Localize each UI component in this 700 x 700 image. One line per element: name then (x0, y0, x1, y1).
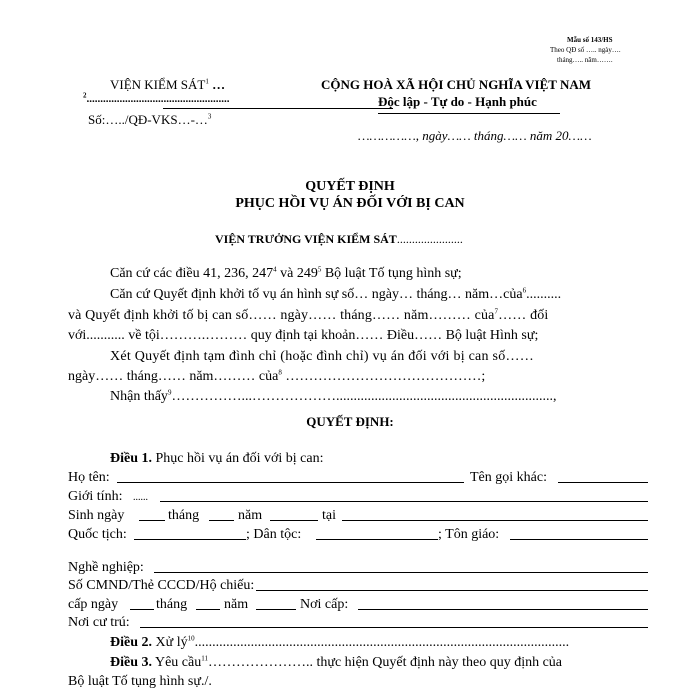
preamble-5a: Nhận thấy (110, 389, 168, 404)
preamble-suspension: Xét Quyết định tạm đình chỉ (hoặc đình chỉ) vụ án đối với bị can số…… (110, 349, 534, 364)
field-birth-label: Sinh ngày (68, 508, 125, 523)
field-alias-label: Tên gọi khác: (470, 470, 547, 485)
preamble-defendant-decision (68, 307, 548, 325)
document-title: QUYẾT ĐỊNH (305, 179, 395, 194)
field-gender-label: Giới tính: (68, 489, 123, 504)
motto-underline (378, 113, 560, 114)
agency-suffix: … (208, 77, 226, 92)
preamble-1c: Bộ luật Tố tụng hình sự; (321, 266, 462, 281)
preamble-3b: …… đối (498, 308, 549, 323)
field-birth-month-blank (209, 520, 234, 521)
preamble-findings (110, 388, 556, 406)
issuer-dots: ...................... (396, 232, 463, 246)
field-religion-blank (510, 539, 648, 540)
footnote-7: 7 (494, 307, 499, 316)
field-issue-place-label: Nơi cấp: (300, 597, 349, 612)
preamble-prosecution-decision (110, 286, 561, 304)
article-1-heading (110, 450, 324, 468)
preamble-2a: Căn cứ Quyết định khởi tố vụ án hình sự số… ngày… tháng… năm…của (110, 287, 523, 302)
field-birth-month-label: tháng (168, 508, 200, 523)
field-gender-dots: ...... (133, 492, 148, 503)
sub-agency-dots: .................................................... (86, 93, 230, 105)
footnote-1: 1 (205, 77, 209, 86)
article-1-text: Phục hồi vụ án đối với bị can: (152, 451, 324, 466)
footnote-3: 3 (207, 112, 212, 121)
field-issue-place-blank (358, 609, 648, 610)
agency-label: VIỆN KIỂM SÁT (110, 77, 206, 92)
field-issue-month-blank (196, 609, 220, 610)
document-number (88, 111, 211, 129)
article-2-dots: ........................................................................................................... (194, 635, 570, 650)
field-birth-year-label: năm (238, 508, 263, 523)
document-number-text: Số:…../QĐ-VKS…-… (88, 112, 208, 127)
issue-date-line: ……………, ngày…… tháng…… năm 20…… (358, 128, 592, 143)
sub-agency-line (83, 93, 230, 105)
field-issue-year-blank (256, 609, 296, 610)
field-birth-day-blank (139, 520, 165, 521)
field-id-number-blank (256, 590, 648, 591)
form-code-title: Mẫu số 143/HS (567, 36, 613, 44)
preamble-suspension-date (68, 368, 485, 386)
footnote-10: 10 (187, 634, 195, 643)
article-1-label: Điều 1. (110, 451, 152, 466)
field-full-name-blank (117, 482, 464, 483)
article-3-text-b: ………………….. thực hiện Quyết định này theo quy định của (207, 655, 563, 670)
footnote-8: 8 (278, 368, 282, 377)
article-3-text-a: Yêu cầu (152, 655, 202, 670)
field-birth-year-blank (270, 520, 318, 521)
footnote-11: 11 (201, 654, 208, 663)
preamble-2b: .......... (526, 287, 562, 302)
field-issue-month-label: tháng (156, 597, 188, 612)
form-code-decision-line: Theo QĐ số ….. ngày…. (550, 46, 621, 54)
field-gender-blank (160, 501, 648, 502)
field-full-name-label: Họ tên: (68, 470, 110, 485)
article-2-text: Xử lý (152, 635, 188, 650)
footnote-2: 2 (83, 91, 87, 100)
footnote-4: 4 (273, 265, 277, 274)
article-2 (110, 634, 569, 652)
field-ethnicity-blank (316, 539, 438, 540)
preamble-3a: và Quyết định khởi tố bị can số…… ngày…… tháng…… năm……… của (68, 308, 495, 323)
article-2-label: Điều 2. (110, 635, 152, 650)
field-residence-blank (140, 627, 648, 628)
field-residence-label: Nơi cư trú: (68, 615, 130, 630)
article-3-label: Điều 3. (110, 655, 152, 670)
nation-motto: Độc lập - Tự do - Hạnh phúc (378, 94, 537, 109)
footnote-6: 6 (522, 286, 527, 295)
issuer-line (215, 232, 463, 247)
agency-name (110, 76, 225, 94)
footnote-5: 5 (317, 265, 322, 274)
field-occupation-label: Nghề nghiệp: (68, 560, 144, 575)
preamble-charge: với........... về tội……….……… quy định tại khoản…… Điều…… Bộ luật Hình sự; (68, 328, 539, 343)
decision-heading: QUYẾT ĐỊNH: (306, 414, 394, 429)
field-birth-place-blank (342, 520, 648, 521)
issuer-title: VIỆN TRƯỞNG VIỆN KIỂM SÁT (215, 232, 397, 246)
preamble-1a: Căn cứ các điều 41, 236, 247 (110, 266, 274, 281)
preamble-legal-basis (110, 265, 462, 283)
preamble-4a: ngày…… tháng…… năm……… của (68, 369, 279, 384)
preamble-4b: ……………………………………; (281, 369, 486, 384)
header-left-rule (163, 108, 393, 109)
field-nationality-blank (134, 539, 246, 540)
document-subtitle: PHỤC HỒI VỤ ÁN ĐỐI VỚI BỊ CAN (235, 196, 465, 211)
form-code-date-line: tháng….. năm……. (557, 56, 613, 64)
article-3 (110, 654, 562, 672)
nation-name: CỘNG HOÀ XÃ HỘI CHỦ NGHĨA VIỆT NAM (321, 77, 592, 92)
footnote-9: 9 (167, 388, 172, 397)
field-issue-date-label: cấp ngày (68, 597, 119, 612)
article-3-line-2: Bộ luật Tố tụng hình sự./. (68, 674, 212, 689)
preamble-1b: và 249 (276, 266, 318, 281)
preamble-5b: ……………...……………….............................................................., (171, 389, 557, 404)
field-occupation-blank (154, 572, 648, 573)
field-alias-blank (558, 482, 648, 483)
field-ethnicity-label: ; Dân tộc: (246, 527, 302, 542)
field-birth-place-label: tại (322, 508, 336, 523)
field-nationality-label: Quốc tịch: (68, 527, 127, 542)
field-religion-label: ; Tôn giáo: (438, 527, 500, 542)
field-issue-year-label: năm (224, 597, 249, 612)
field-id-number-label: Số CMND/Thẻ CCCD/Hộ chiếu: (68, 578, 255, 593)
field-issue-day-blank (130, 609, 154, 610)
